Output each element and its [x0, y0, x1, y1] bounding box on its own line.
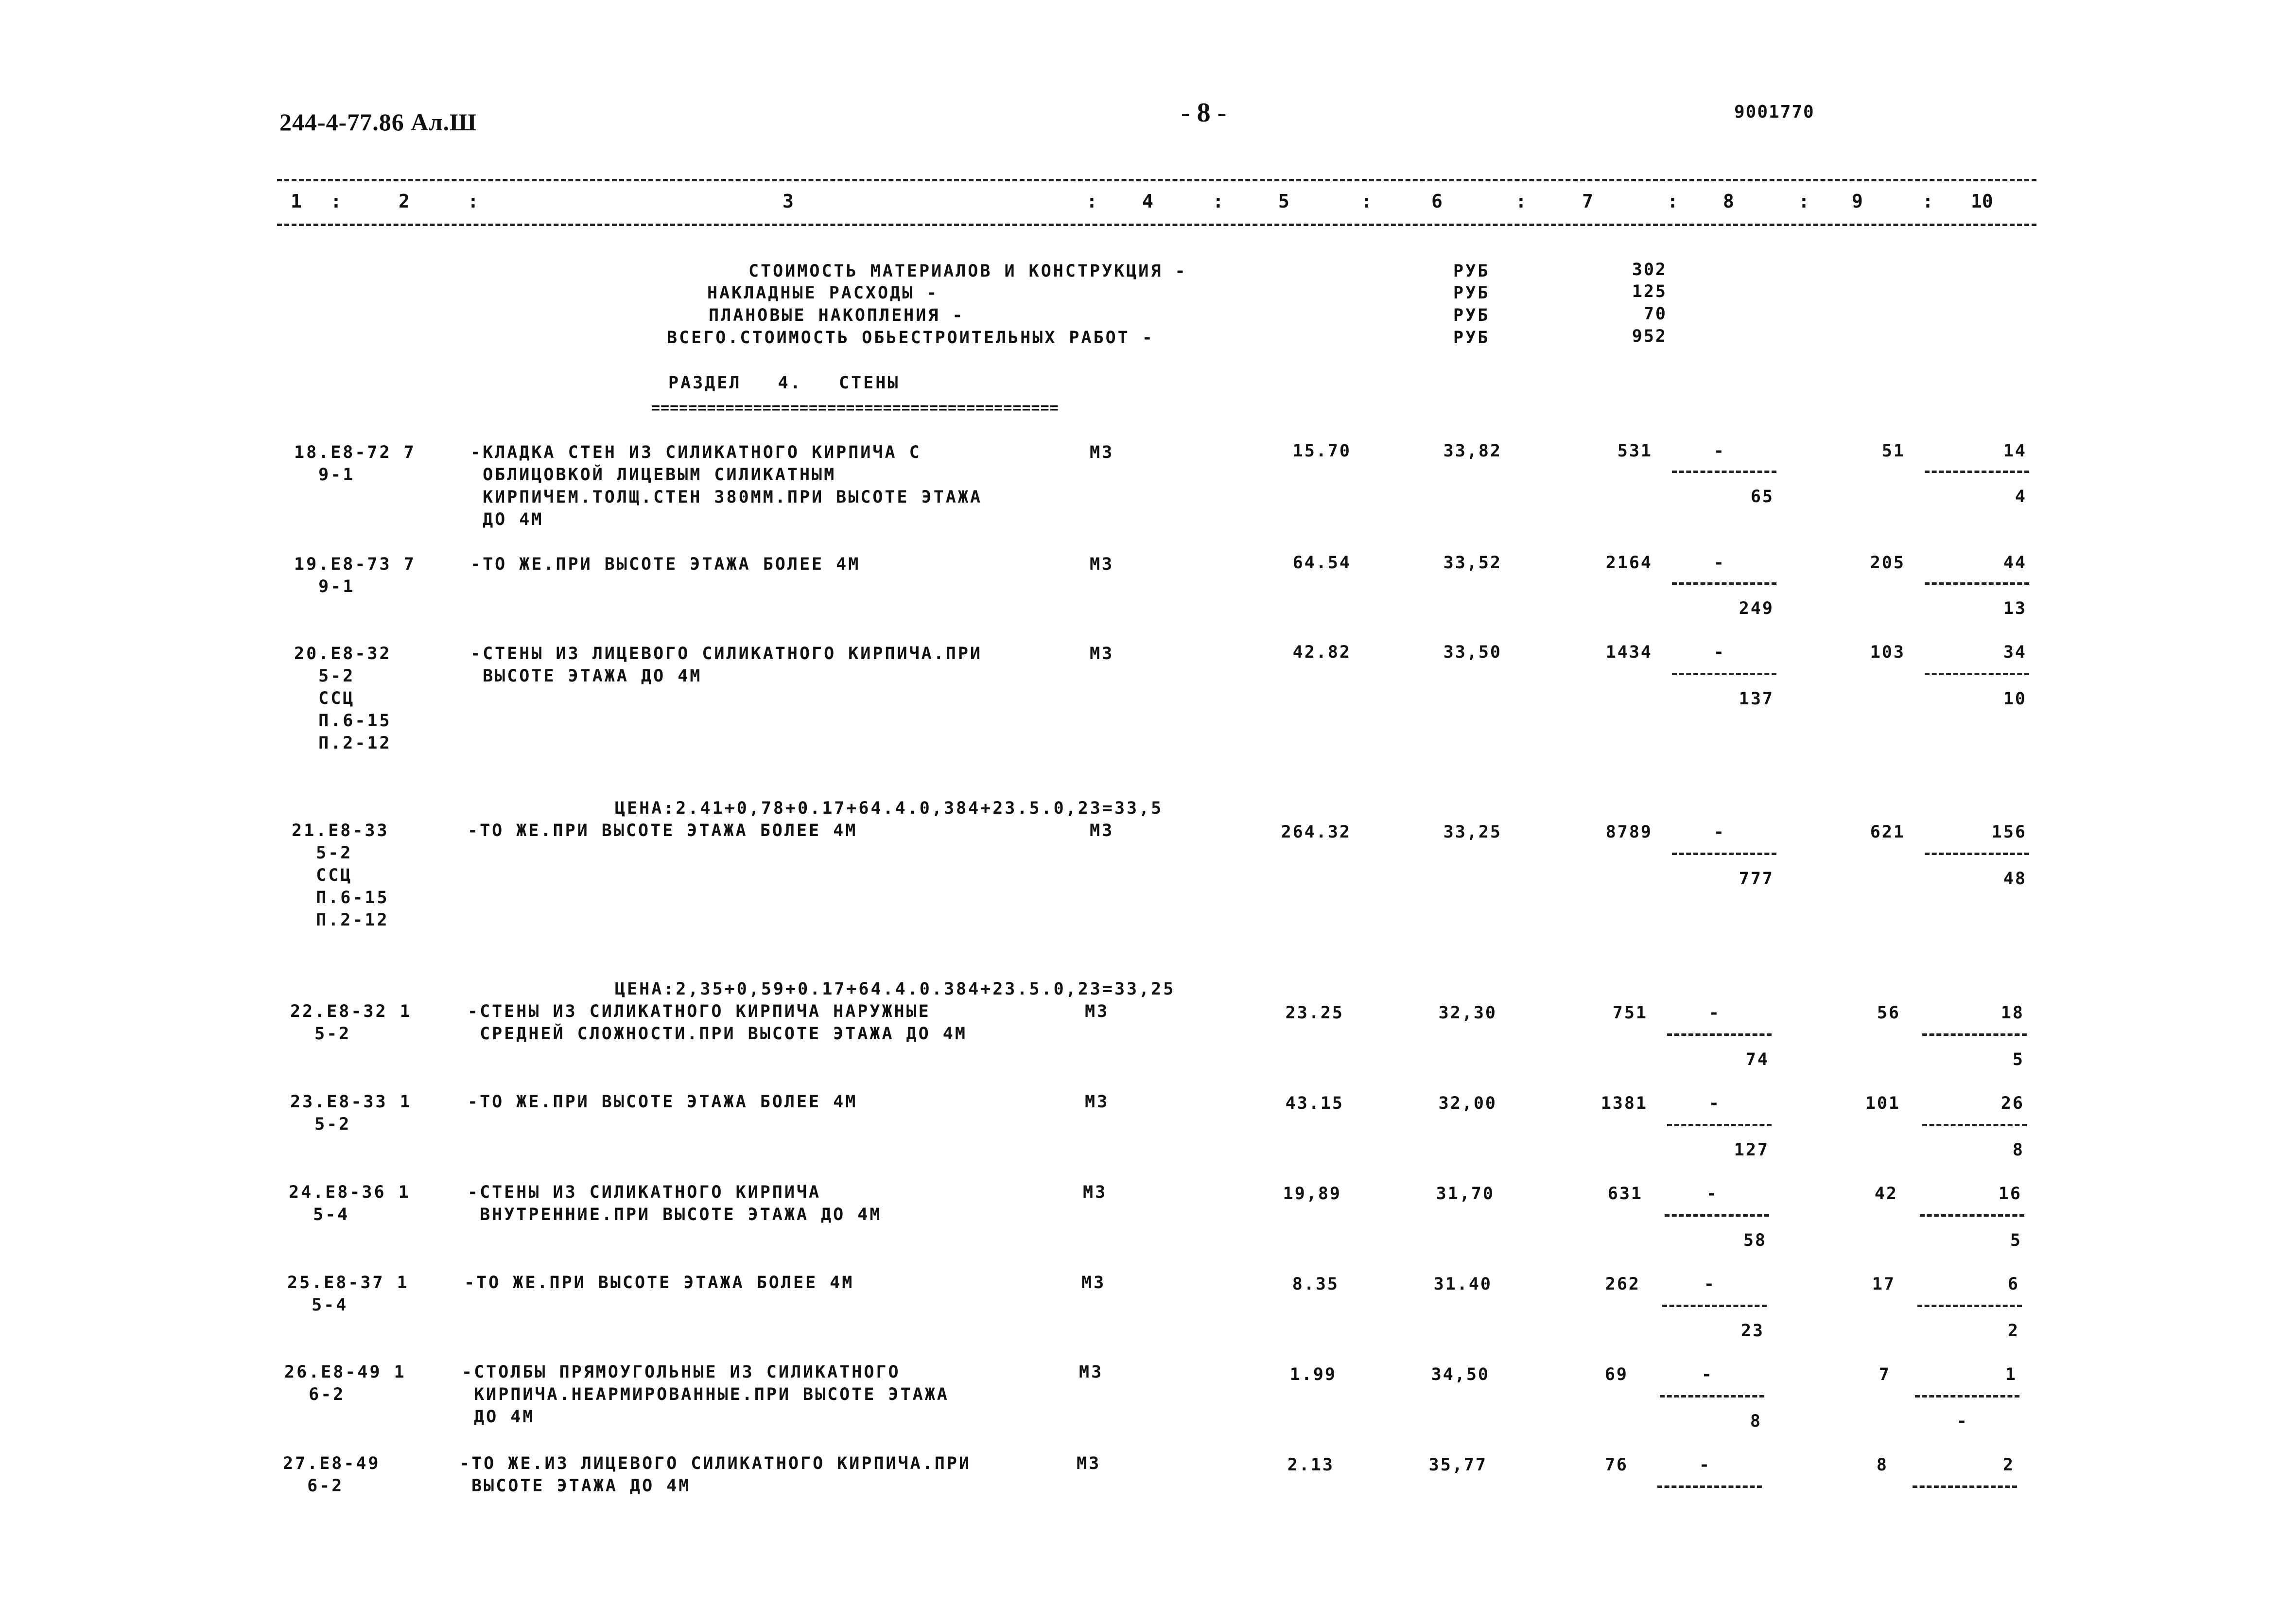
fraction-bar	[1925, 582, 2029, 585]
row-quantity: 8.35	[1292, 1275, 1339, 1294]
row-description: -ТО ЖЕ.ПРИ ВЫСОТЕ ЭТАЖА БОЛЕЕ 4М	[464, 1273, 854, 1293]
row-code: 19.Е8-73 7 9-1	[294, 555, 416, 596]
column-10-bottom: 2	[2007, 1321, 2019, 1341]
column-number: 10	[1971, 191, 1993, 212]
total-value: 125	[1632, 282, 1667, 301]
row-quantity: 42.82	[1292, 643, 1351, 662]
row-code: 18.Е8-72 7 9-1	[294, 443, 416, 485]
fraction-bar	[1665, 1214, 1769, 1217]
row-code: 25.Е8-37 1 5-4	[287, 1273, 409, 1315]
column-10-bottom: 10	[2003, 689, 2027, 709]
row-description: -ТО ЖЕ.ПРИ ВЫСОТЕ ЭТАЖА БОЛЕЕ 4М	[468, 821, 858, 840]
column-10-top: 34	[2003, 643, 2027, 662]
archive-number: 9001770	[1734, 102, 1815, 122]
row-description: -ТО ЖЕ.ПРИ ВЫСОТЕ ЭТАЖА БОЛЕЕ 4М	[468, 1092, 858, 1112]
fraction-bar	[1913, 1485, 2017, 1488]
total-value: 302	[1632, 260, 1667, 279]
fraction-bar	[1672, 673, 1776, 675]
total-label: СТОИМОСТЬ МАТЕРИАЛОВ И КОНСТРУКЦИЯ -	[748, 262, 1187, 281]
column-10-top: 1	[2005, 1365, 2017, 1384]
row-unit: М3	[1085, 1002, 1110, 1021]
row-total: 2164	[1605, 553, 1652, 573]
column-number: 2	[399, 191, 410, 212]
row-unit-price: 33,25	[1443, 822, 1502, 842]
row-quantity: 64.54	[1292, 553, 1351, 573]
row-quantity: 1.99	[1289, 1365, 1337, 1384]
column-10-top: 156	[1991, 822, 2027, 842]
row-description: -СТЕНЫ ИЗ СИЛИКАТНОГО КИРПИЧА НАРУЖНЫЕ СРЕДНЕЙ СЛОЖНОСТИ.ПРИ ВЫСОТЕ ЭТАЖА ДО 4М	[468, 1002, 967, 1044]
total-unit: РУБ	[1453, 306, 1490, 325]
column-8-top: -	[1699, 1455, 1711, 1475]
column-8-top: -	[1713, 643, 1725, 662]
fraction-bar	[1915, 1395, 2019, 1397]
fraction-bar	[1662, 1305, 1767, 1307]
row-description: -ТО ЖЕ.ПРИ ВЫСОТЕ ЭТАЖА БОЛЕЕ 4М	[470, 555, 861, 574]
row-unit-price: 34,50	[1431, 1365, 1490, 1384]
row-total: 531	[1617, 441, 1652, 461]
column-8-bottom: 23	[1740, 1321, 1764, 1341]
column-8-bottom: 65	[1750, 487, 1774, 507]
row-quantity: 2.13	[1287, 1455, 1334, 1475]
column-separator: :	[1361, 191, 1372, 212]
fraction-bar	[1920, 1214, 2024, 1217]
column-9: 42	[1874, 1184, 1898, 1204]
column-number: 3	[783, 191, 794, 212]
fraction-bar	[1922, 1033, 2027, 1036]
fraction-bar	[1660, 1395, 1764, 1397]
column-8-bottom: 777	[1739, 869, 1774, 889]
document-code: 244-4-77.86 Ал.Ш	[279, 108, 477, 136]
row-code: 23.Е8-33 1 5-2	[290, 1092, 412, 1134]
column-9: 103	[1870, 643, 1905, 662]
column-8-top: -	[1713, 441, 1725, 461]
fraction-bar	[1667, 1033, 1772, 1036]
row-description: -СТЕНЫ ИЗ ЛИЦЕВОГО СИЛИКАТНОГО КИРПИЧА.ПРИ ВЫСОТЕ ЭТАЖА ДО 4М	[470, 644, 983, 686]
row-code: 21.Е8-33 5-2 ССЦ П.6-15 П.2-12	[292, 821, 389, 930]
column-number: 4	[1142, 191, 1153, 212]
column-number: 5	[1278, 191, 1289, 212]
row-code: 22.Е8-32 1 5-2	[290, 1002, 412, 1044]
row-quantity: 23.25	[1285, 1003, 1344, 1023]
column-separator: :	[1922, 191, 1933, 212]
column-9: 17	[1872, 1275, 1896, 1294]
row-total: 69	[1604, 1365, 1628, 1384]
column-9: 621	[1870, 822, 1905, 842]
fraction-bar	[1672, 853, 1776, 855]
column-10-top: 2	[2002, 1455, 2015, 1475]
price-calculation-note: ЦЕНА:2,35+0,59+0.17+64.4.0.384+23.5.0,23=33,25	[615, 979, 1176, 999]
column-10-bottom: 4	[2015, 487, 2027, 507]
column-separator: :	[330, 191, 342, 212]
column-separator: :	[1667, 191, 1678, 212]
price-calculation-note: ЦЕНА:2.41+0,78+0.17+64.4.0,384+23.5.0,23=33,5	[615, 799, 1164, 818]
fraction-bar	[1925, 853, 2029, 855]
total-unit: РУБ	[1453, 262, 1490, 281]
column-10-top: 6	[2007, 1275, 2019, 1294]
row-unit: М3	[1090, 443, 1114, 462]
section-title: РАЗДЕЛ 4. СТЕНЫ	[668, 373, 900, 393]
fraction-bar	[1917, 1305, 2022, 1307]
row-description: -ТО ЖЕ.ИЗ ЛИЦЕВОГО СИЛИКАТНОГО КИРПИЧА.ПРИ ВЫСОТЕ ЭТАЖА ДО 4М	[459, 1454, 972, 1496]
row-description: -КЛАДКА СТЕН ИЗ СИЛИКАТНОГО КИРПИЧА С ОБЛИЦОВКОЙ ЛИЦЕВЫМ СИЛИКАТНЫМ КИРПИЧЕМ.ТОЛЩ.СТЕН 380ММ.ПРИ ВЫСОТЕ ЭТАЖА ДО 4М	[470, 443, 983, 529]
column-8-top: -	[1708, 1003, 1721, 1023]
section-underline: ============================================	[651, 400, 1059, 417]
row-quantity: 43.15	[1285, 1094, 1344, 1113]
row-unit-price: 33,52	[1443, 553, 1502, 573]
row-quantity: 15.70	[1292, 441, 1351, 461]
row-unit: М3	[1079, 1362, 1104, 1382]
column-separator: :	[468, 191, 479, 212]
column-10-bottom: 5	[2010, 1231, 2022, 1250]
column-8-bottom: 137	[1739, 689, 1774, 709]
column-10-top: 44	[2003, 553, 2027, 573]
column-number: 6	[1431, 191, 1443, 212]
row-total: 751	[1612, 1003, 1648, 1023]
column-8-bottom: 249	[1739, 599, 1774, 618]
column-10-bottom: 8	[2012, 1140, 2024, 1160]
row-code: 26.Е8-49 1 6-2	[284, 1362, 406, 1404]
column-9: 101	[1865, 1094, 1900, 1113]
column-separator: :	[1213, 191, 1224, 212]
column-10-bottom: -	[1956, 1412, 1968, 1431]
column-8-top: -	[1708, 1094, 1721, 1113]
column-8-top: -	[1701, 1365, 1713, 1384]
fraction-bar	[1925, 471, 2029, 473]
row-total: 8789	[1605, 822, 1652, 842]
row-code: 20.Е8-32 5-2 ССЦ П.6-15 П.2-12	[294, 644, 392, 753]
row-quantity: 19,89	[1283, 1184, 1341, 1204]
column-8-bottom: 8	[1750, 1412, 1762, 1431]
column-10-bottom: 5	[2012, 1050, 2024, 1069]
column-10-bottom: 48	[2003, 869, 2027, 889]
row-total: 631	[1607, 1184, 1643, 1204]
total-label: ПЛАНОВЫЕ НАКОПЛЕНИЯ -	[709, 306, 965, 325]
row-unit: М3	[1083, 1183, 1108, 1202]
column-9: 51	[1881, 441, 1905, 461]
column-10-top: 26	[2000, 1094, 2024, 1113]
row-unit-price: 33,50	[1443, 643, 1502, 662]
row-unit-price: 31.40	[1433, 1275, 1492, 1294]
column-8-bottom: 58	[1743, 1231, 1767, 1250]
column-8-bottom: 127	[1734, 1140, 1769, 1160]
row-unit-price: 32,30	[1438, 1003, 1497, 1023]
row-description: -СТОЛБЫ ПРЯМОУГОЛЬНЫЕ ИЗ СИЛИКАТНОГО КИРПИЧА.НЕАРМИРОВАННЫЕ.ПРИ ВЫСОТЕ ЭТАЖА ДО 4М	[462, 1362, 949, 1427]
table-header-rule	[277, 224, 2036, 226]
column-10-top: 14	[2003, 441, 2027, 461]
row-unit: М3	[1090, 555, 1114, 574]
row-unit-price: 33,82	[1443, 441, 1502, 461]
column-8-top: -	[1706, 1184, 1718, 1204]
column-9: 205	[1870, 553, 1905, 573]
table-top-rule	[277, 179, 2036, 181]
column-separator: :	[1086, 191, 1097, 212]
total-value: 952	[1632, 327, 1667, 346]
row-unit: М3	[1090, 821, 1114, 840]
column-9: 56	[1877, 1003, 1900, 1023]
row-unit: М3	[1085, 1092, 1110, 1112]
fraction-bar	[1922, 1124, 2027, 1126]
row-total: 1434	[1605, 643, 1652, 662]
column-separator: :	[1798, 191, 1809, 212]
row-total: 262	[1605, 1275, 1640, 1294]
fraction-bar	[1925, 673, 2029, 675]
row-unit-price: 32,00	[1438, 1094, 1497, 1113]
row-code: 24.Е8-36 1 5-4	[289, 1183, 411, 1224]
total-unit: РУБ	[1453, 283, 1490, 303]
column-number: 1	[291, 191, 302, 212]
row-unit-price: 31,70	[1436, 1184, 1495, 1204]
fraction-bar	[1667, 1124, 1772, 1126]
fraction-bar	[1657, 1485, 1762, 1488]
column-separator: :	[1515, 191, 1527, 212]
column-9: 8	[1876, 1455, 1888, 1475]
column-10-top: 18	[2000, 1003, 2024, 1023]
total-value: 70	[1643, 304, 1667, 324]
total-unit: РУБ	[1453, 328, 1490, 348]
column-9: 7	[1879, 1365, 1891, 1384]
fraction-bar	[1672, 582, 1776, 585]
total-label: НАКЛАДНЫЕ РАСХОДЫ -	[707, 283, 939, 303]
column-10-bottom: 13	[2003, 599, 2027, 618]
total-label: ВСЕГО.СТОИМОСТЬ ОБЬЕСТРОИТЕЛЬНЫХ РАБОТ -	[667, 328, 1154, 348]
row-unit: М3	[1081, 1273, 1106, 1293]
row-total: 76	[1604, 1455, 1628, 1475]
row-unit-price: 35,77	[1428, 1455, 1487, 1475]
column-10-top: 16	[1998, 1184, 2022, 1204]
column-8-top: -	[1713, 553, 1725, 573]
column-8-bottom: 74	[1745, 1050, 1769, 1069]
column-8-top: -	[1704, 1275, 1716, 1294]
column-8-top: -	[1713, 822, 1725, 842]
row-unit: М3	[1077, 1454, 1101, 1473]
column-number: 7	[1582, 191, 1593, 212]
row-total: 1381	[1600, 1094, 1648, 1113]
column-number: 9	[1852, 191, 1863, 212]
row-description: -СТЕНЫ ИЗ СИЛИКАТНОГО КИРПИЧА ВНУТРЕННИЕ.ПРИ ВЫСОТЕ ЭТАЖА ДО 4М	[468, 1183, 882, 1224]
row-code: 27.Е8-49 6-2	[283, 1454, 381, 1496]
fraction-bar	[1672, 471, 1776, 473]
row-unit: М3	[1090, 644, 1114, 664]
page-number: - 8 -	[1181, 98, 1227, 128]
column-number: 8	[1723, 191, 1734, 212]
row-quantity: 264.32	[1281, 822, 1351, 842]
